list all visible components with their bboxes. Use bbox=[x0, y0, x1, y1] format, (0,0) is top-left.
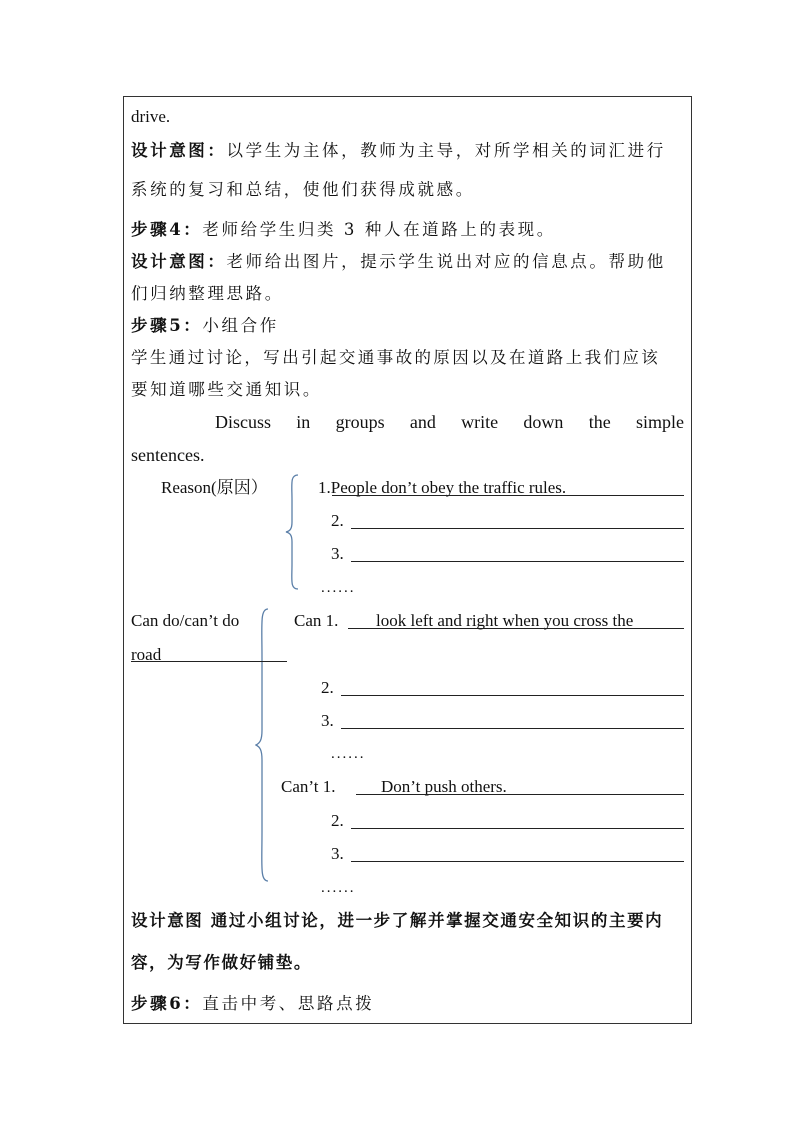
intent3-text-a: 通过小组讨论，进一步了解并掌握交通安全知识的主要内 bbox=[210, 911, 664, 930]
intent1-text-a: 以学生为主体，教师为主导，对所学相关的词汇进行 bbox=[226, 141, 666, 160]
step4-text: 老师给学生归类 3 种人在道路上的表现。 bbox=[202, 220, 556, 239]
intent1-paragraph bbox=[131, 143, 666, 160]
intent3-label: 设计意图 bbox=[131, 911, 204, 930]
step5-text: 小组合作 bbox=[202, 316, 279, 335]
reason-1-underline bbox=[332, 495, 684, 496]
discuss-word: the bbox=[588, 412, 611, 432]
can-ellipsis: ...... bbox=[331, 746, 366, 762]
discuss-word: groups bbox=[335, 412, 385, 432]
can-1-underline bbox=[348, 628, 684, 629]
reason-2-blank bbox=[351, 528, 684, 529]
reason-3-blank bbox=[351, 561, 684, 562]
step6-paragraph bbox=[131, 996, 374, 1013]
can-2-blank bbox=[341, 695, 684, 696]
discuss-word: write bbox=[461, 412, 499, 432]
intent2-text-a: 老师给出图片，提示学生说出对应的信息点。帮助他 bbox=[226, 252, 666, 271]
discuss-end: sentences. bbox=[131, 445, 205, 465]
intent1-text-b: 系统的复习和总结，使他们获得成就感。 bbox=[131, 180, 475, 199]
step4-paragraph bbox=[131, 222, 556, 239]
cant-item-2-num: 2. bbox=[331, 811, 344, 830]
intent2-label: 设计意图： bbox=[131, 252, 227, 271]
cando-label: Can do/can’t do bbox=[131, 611, 240, 630]
cant-1-underline bbox=[356, 794, 684, 795]
cando-brace-icon bbox=[255, 608, 271, 882]
intent3-paragraph bbox=[131, 913, 663, 930]
cant-label: Can’t 1. bbox=[281, 777, 336, 796]
cant-ellipsis: ...... bbox=[321, 880, 356, 896]
can-item-3-num: 3. bbox=[321, 711, 334, 730]
reason-ellipsis: ...... bbox=[321, 580, 356, 596]
intent3-text-b: 容，为写作做好铺垫。 bbox=[131, 953, 312, 972]
discuss-word: simple bbox=[635, 412, 684, 432]
can-3-blank bbox=[341, 728, 684, 729]
can-item-2-num: 2. bbox=[321, 678, 334, 697]
reason-label: Reason(原因） bbox=[161, 478, 268, 497]
group-text-a: 学生通过讨论，写出引起交通事故的原因以及在道路上我们应该 bbox=[131, 348, 661, 367]
can-item-1: look left and right when you cross the bbox=[376, 611, 634, 630]
discuss-line bbox=[215, 413, 684, 431]
step6-text: 直击中考、思路点拨 bbox=[202, 994, 375, 1013]
text-drive: drive. bbox=[131, 107, 171, 126]
discuss-word: in bbox=[296, 412, 311, 432]
cant-3-blank bbox=[351, 861, 684, 862]
intent1-label: 设计意图： bbox=[131, 141, 227, 160]
cant-2-blank bbox=[351, 828, 684, 829]
step5-label: 步骤5： bbox=[131, 316, 203, 335]
intent2-paragraph bbox=[131, 254, 666, 271]
can-item-1-end: road bbox=[131, 645, 162, 664]
can-label: Can 1. bbox=[294, 611, 339, 630]
cant-item-3-num: 3. bbox=[331, 844, 344, 863]
step6-label: 步骤6： bbox=[131, 994, 203, 1013]
discuss-word: and bbox=[409, 412, 436, 432]
reason-item-3-num: 3. bbox=[331, 544, 344, 563]
cant-item-1: Don’t push others. bbox=[381, 777, 507, 796]
discuss-word: Discuss bbox=[215, 412, 272, 432]
reason-brace-icon bbox=[285, 474, 301, 590]
intent2-text-b: 们归纳整理思路。 bbox=[131, 284, 284, 303]
group-text-b: 要知道哪些交通知识。 bbox=[131, 380, 322, 399]
reason-item-1: 1.People don’t obey the traffic rules. bbox=[318, 478, 567, 497]
step5-paragraph bbox=[131, 318, 279, 335]
step4-label: 步骤4： bbox=[131, 220, 203, 239]
reason-item-2-num: 2. bbox=[331, 511, 344, 530]
discuss-word: down bbox=[523, 412, 564, 432]
can-1-end-underline bbox=[131, 661, 287, 662]
